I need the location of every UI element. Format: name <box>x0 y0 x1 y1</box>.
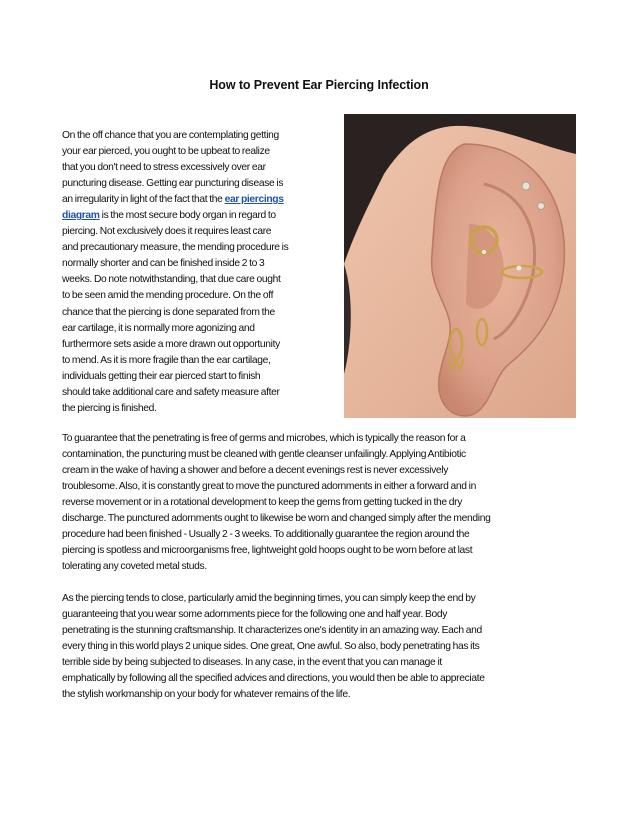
text-line: weeks. Do note notwithstanding, that due care ought <box>62 274 281 286</box>
text-line: discharge. The punctured adornments ought to likewise be worn and changed simply after the mending <box>62 513 491 525</box>
text-line: chance that the piercing is done separated from the <box>62 306 275 318</box>
stud-second <box>538 203 545 210</box>
text-line: the piercing is finished. <box>62 402 157 414</box>
text-line: and precautionary measure, the mending procedure is <box>62 242 289 254</box>
care-paragraph <box>62 431 572 575</box>
ear-piercings-diagram-link-continued[interactable]: diagram <box>62 210 100 222</box>
closing-paragraph <box>62 591 570 703</box>
text-line <box>62 192 342 208</box>
ear-piercings-diagram-link[interactable]: ear piercings <box>224 194 284 206</box>
text-line: every thing in this world plays 2 unique sides. One great, One awful. So also, body penetrating has its <box>62 641 480 653</box>
text-line: to be seen amid the mending procedure. On the off <box>62 290 274 302</box>
text-line: cream in the wake of having a shower and before a decent evenings rest is never excessively <box>62 465 448 477</box>
text-line: emphatically by following all the specified advices and directions, you would then be able to appreciate <box>62 673 485 685</box>
text-segment: is the most secure body organ in regard to <box>101 210 276 222</box>
text-line: guaranteeing that you wear some adornments piece for the following one and half year. Body <box>62 609 448 621</box>
text-line: troublesome. Also, it is constantly great to move the punctured adornments in either a forward and in <box>62 481 476 493</box>
text-line: On the off chance that you are contemplating getting <box>62 130 279 141</box>
page-title: How to Prevent Ear Piercing Infection <box>209 78 429 92</box>
ear-piercing-photo <box>344 114 576 418</box>
text-line: ear cartilage, it is normally more agonizing and <box>62 322 255 334</box>
text-line: As the piercing tends to close, particularly amid the beginning times, you can simply keep the end by <box>62 593 476 604</box>
ear-piercing-illustration <box>344 114 576 418</box>
text-line: piercing is spotless and microorganisms free, lightweight gold hoops ought to be worn before at last <box>62 545 473 557</box>
ring-stone <box>517 266 522 271</box>
text-line: procedure had been finished - Usually 2 - 3 weeks. To additionally guarantee the region around the <box>62 529 470 541</box>
text-line: your ear pierced, you ought to be upbeat to realize <box>62 146 270 158</box>
stud-top <box>522 182 530 190</box>
text-line: contamination, the puncturing must be cleaned with gentle cleanser unfailingly. Applying Antibiotic <box>62 449 466 461</box>
text-line: should take additional care and safety measure after <box>62 386 280 398</box>
text-segment: an irregularity in light of the fact that the <box>62 194 223 206</box>
text-line: penetrating is the stunning craftsmanship. It characterizes one's identity in an amazing way. Each and <box>62 625 482 637</box>
text-line: the stylish workmanship on your body for whatever remains of the life. <box>62 689 351 701</box>
text-line: individuals getting their ear pierced start to finish <box>62 370 261 382</box>
text-line: to mend. As it is more fragile than the ear cartilage, <box>62 354 271 366</box>
text-line: reverse movement or in a rotational development to keep the gems from getting tucked in the dry <box>62 497 463 509</box>
text-line: terrible side by being subjected to diseases. In any case, in the event that you can manage it <box>62 657 442 669</box>
intro-paragraph <box>62 128 342 417</box>
daith-hoop-gem <box>482 250 486 254</box>
text-line <box>62 208 342 224</box>
text-line: that you don't need to stress excessively over ear <box>62 162 266 174</box>
text-line: furthermore sets aside a more drawn out opportunity <box>62 338 280 350</box>
text-line: tolerating any coveted metal studs. <box>62 561 207 573</box>
text-line: piercing. Not exclusively does it requires least care <box>62 226 272 238</box>
text-line: puncturing disease. Getting ear puncturing disease is <box>62 178 284 190</box>
text-line: To guarantee that the penetrating is free of germs and microbes, which is typically the reason for a <box>62 433 466 444</box>
text-line: normally shorter and can be finished inside 2 to 3 <box>62 258 265 270</box>
